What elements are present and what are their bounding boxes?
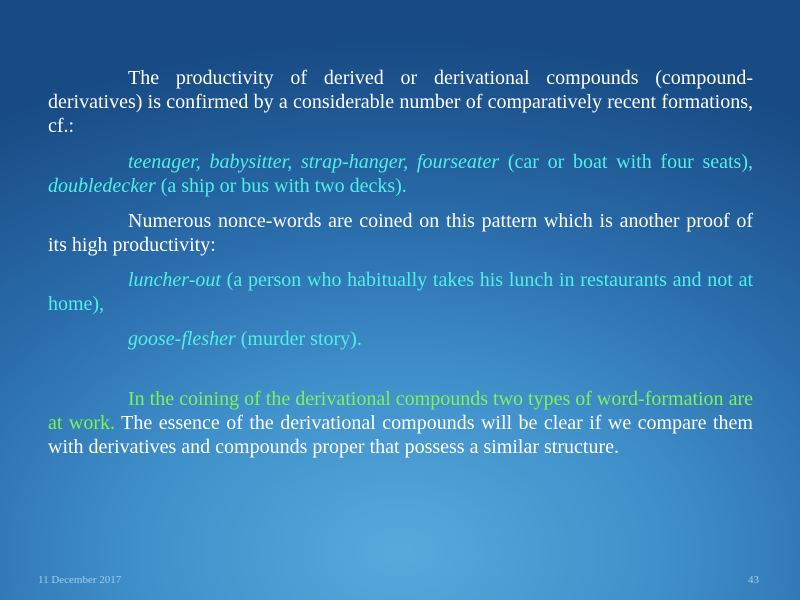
- paragraph-examples: [48, 150, 753, 198]
- example-term-luncher-out: luncher-out: [128, 269, 221, 291]
- example-gloss-doubledecker: (a ship or bus with two decks).: [155, 175, 407, 197]
- paragraph-word-formation: [48, 387, 753, 459]
- example-terms: teenager, babysitter, strap-hanger, fourseater: [128, 151, 500, 173]
- highlight-word-formation: In the coining of the derivational compounds two types of word-formation are at work.: [48, 388, 753, 434]
- example-gloss-fourseater: (car or boat with four seats),: [499, 151, 753, 173]
- paragraph-productivity-text: The productivity of derived or derivational compounds (compound-derivatives) is confirmed by a considerable number of comparatively recent formations, cf.:: [48, 67, 753, 137]
- paragraph-goose-flesher: [48, 327, 753, 351]
- example-term-goose-flesher: goose-flesher: [128, 328, 236, 350]
- example-gloss-luncher-out: (a person who habitually takes his lunch in restaurants and not at home),: [48, 269, 753, 315]
- slide-content: [48, 66, 753, 459]
- paragraph-productivity: [48, 66, 753, 138]
- paragraph-luncher-out: [48, 268, 753, 316]
- paragraph-nonce-words: [48, 209, 753, 257]
- paragraph-word-formation-text: The essence of the derivational compounds will be clear if we compare them with derivatives and compounds proper that possess a similar structure.: [48, 412, 753, 458]
- footer-date: 11 December 2017: [38, 574, 122, 586]
- example-term-doubledecker: doubledecker: [48, 175, 156, 197]
- paragraph-nonce-words-text: Numerous nonce-words are coined on this pattern which is another proof of its high productivity:: [48, 210, 753, 256]
- slide-number: 43: [748, 574, 759, 586]
- example-gloss-goose-flesher: (murder story).: [235, 328, 362, 350]
